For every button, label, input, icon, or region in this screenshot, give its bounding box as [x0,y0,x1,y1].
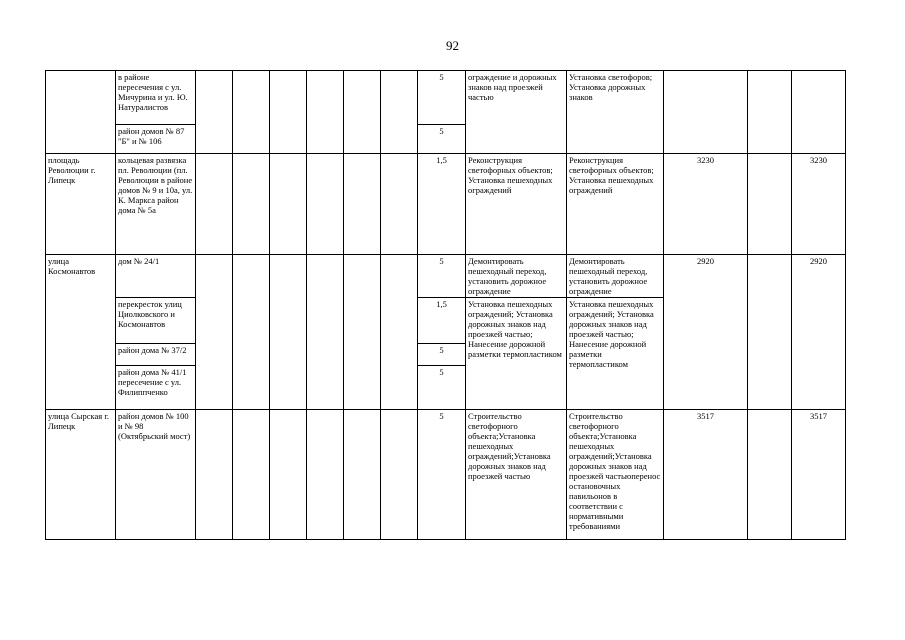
location-cell: район домов № 100 и № 98 (Октябрьский мост) [116,410,196,540]
location-cell: кольцевая развязка пл. Революции (пл. Революции в районе домов № 9 и 10а, ул. К. Маркса район дома № 5а [116,154,196,255]
value-cell [664,71,748,154]
description-cell: Демонтировать пешеходный переход, установить дорожное ограждение [567,255,664,298]
table-row [46,410,846,540]
description-cell: Установка светофоров; Установка дорожных знаков [567,71,664,154]
street-cell: улица Сырская г. Липецк [46,410,116,540]
value-cell: 3517 [664,410,748,540]
number-cell: 5 [418,255,466,298]
table-row [46,71,846,125]
street-cell [46,71,116,154]
location-cell: район домов № 87 "Б" и № 106 [116,125,196,154]
number-cell: 1,5 [418,154,466,255]
number-cell: 5 [418,125,466,154]
value-cell: 2920 [664,255,748,410]
value-cell: 2920 [792,255,846,410]
description-cell: Установка пешеходных ограждений; Установка дорожных знаков над проезжей частью; Нанесение дорожной разметки термопластиком [466,298,567,410]
location-cell: перекресток улиц Циолковского и Космонавтов [116,298,196,344]
location-cell: в районе пересечения с ул. Мичурина и ул. Ю. Натуралистов [116,71,196,125]
number-cell: 5 [418,410,466,540]
value-cell: 3230 [664,154,748,255]
street-cell: площадь Революции г. Липецк [46,154,116,255]
table-row [46,154,846,255]
value-cell [792,71,846,154]
description-cell: Реконструкция светофорных объектов; Установка пешеходных ограждений [466,154,567,255]
description-cell: Строительство светофорного объекта;Установка пешеходных ограждений;Установка дорожных знаков над проезжей частью [466,410,567,540]
value-cell: 3230 [792,154,846,255]
location-cell: район дома № 37/2 [116,344,196,366]
location-cell: дом № 24/1 [116,255,196,298]
description-cell: Реконструкция светофорных объектов; Установка пешеходных ограждений [567,154,664,255]
description-cell: Строительство светофорного объекта;Установка пешеходных ограждений;Установка дорожных знаков над проезжей частьюперенос остановочных павильонов в соответствии с нормативными требованиями [567,410,664,540]
value-cell: 3517 [792,410,846,540]
table-row [46,255,846,298]
page-number: 92 [446,38,459,53]
street-cell: улица Космонавтов [46,255,116,410]
description-cell: Установка пешеходных ограждений; Установка дорожных знаков над проезжей частью; Нанесение дорожной разметки термопластиком [567,298,664,410]
roads-table [45,70,846,540]
description-cell: Демонтировать пешеходный переход, установить дорожное ограждение [466,255,567,298]
number-cell: 5 [418,71,466,125]
location-cell: район дома № 41/1 пересечение с ул. Филиппченко [116,366,196,410]
description-cell: ограждение и дорожных знаков над проезжей частью [466,71,567,154]
number-cell: 5 [418,344,466,366]
number-cell: 5 [418,366,466,410]
number-cell: 1,5 [418,298,466,344]
